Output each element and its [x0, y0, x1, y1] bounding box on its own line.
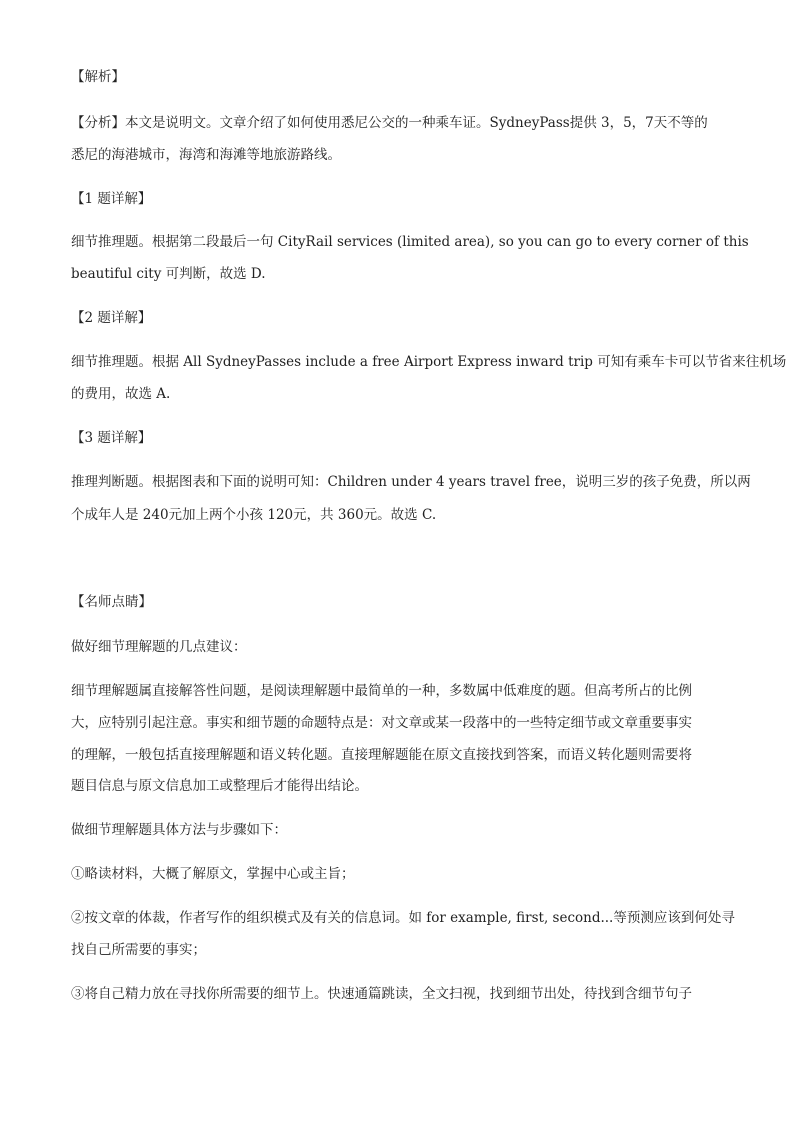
analysis-line-2: 悉尼的海港城市，海湾和海滩等地旅游路线。: [71, 147, 341, 163]
q1-heading: 【1 题详解】: [71, 191, 152, 207]
q3-line-2: 个成年人是 240元加上两个小孩 120元，共 360元。故选 C.: [71, 507, 437, 523]
q1-line-2: beautiful city 可判断，故选 D.: [71, 266, 266, 282]
q3-line-1: 推理判断题。根据图表和下面的说明可知：Children under 4 years travel free，说明三岁的孩子免费，所以两: [71, 474, 751, 490]
analysis-heading: 【解析】: [71, 69, 125, 85]
step-3-line-1: ③将自己精力放在寻找你所需要的细节上。快速通篇跳读，全文扫视，找到细节出处，待找到含细节句子: [71, 986, 692, 1002]
step-1: ①略读材料，大概了解原文，掌握中心或主旨；: [71, 866, 355, 882]
tips-para-line-2: 大，应特别引起注意。事实和细节题的命题特点是：对文章或某一段落中的一些特定细节或文章重要事实: [71, 715, 692, 731]
q2-heading: 【2 题详解】: [71, 310, 152, 326]
tips-intro: 做好细节理解题的几点建议：: [71, 639, 247, 655]
step-2-line-1: ②按文章的体裁，作者写作的组织模式及有关的信息词。如 for example, first, second...等预测应该到何处寻: [71, 910, 735, 926]
q3-heading: 【3 题详解】: [71, 430, 152, 446]
q2-line-2: 的费用，故选 A.: [71, 386, 171, 402]
step-2-line-2: 找自己所需要的事实；: [71, 942, 206, 958]
tips-para-line-4: 题目信息与原文信息加工或整理后才能得出结论。: [71, 778, 368, 794]
q2-line-1: 细节推理题。根据 All SydneyPasses include a free Airport Express inward trip 可知有乘车卡可以节省来往机场: [71, 354, 787, 370]
tips-para-line-1: 细节理解题属直接解答性问题，是阅读理解题中最简单的一种，多数属中低难度的题。但高考所占的比例: [71, 683, 692, 699]
analysis-line-1: 【分析】本文是说明文。文章介绍了如何使用悉尼公交的一种乘车证。SydneyPass提供 3，5，7天不等的: [71, 115, 708, 131]
q1-line-1: 细节推理题。根据第二段最后一句 CityRail services (limited area), so you can go to every corner of this: [71, 234, 749, 250]
steps-intro: 做细节理解题具体方法与步骤如下：: [71, 822, 287, 838]
tips-para-line-3: 的理解，一般包括直接理解题和语义转化题。直接理解题能在原文直接找到答案，而语义转化题则需要将: [71, 747, 692, 763]
tips-heading: 【名师点睛】: [71, 594, 152, 610]
